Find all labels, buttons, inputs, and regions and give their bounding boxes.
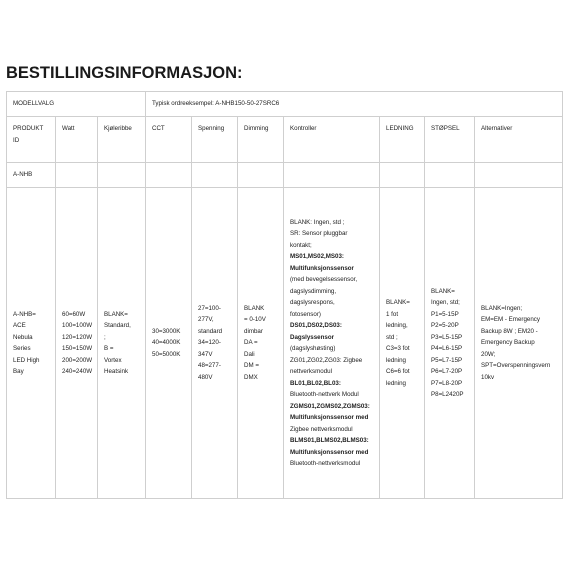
order-example-cell: Typisk ordreeksempel: A-NHB150-50-27SRC6: [146, 92, 563, 117]
dimming-cell: BLANK = 0-10V dimbar DA = Dali DM = DMX: [238, 188, 284, 499]
controls-line: BLMS01,BLMS02,BLMS03:: [290, 437, 369, 444]
page-title: BESTILLINGSINFORMASJON:: [6, 64, 243, 82]
controls-line: (med bevegelsessensor,: [290, 276, 358, 283]
controls-line: BLANK: Ingen, std ;: [290, 218, 345, 226]
controls-line: dagslysrespons,: [290, 299, 335, 306]
cable-cell: BLANK= 1 fot ledning, std ; C3=3 fot ledning C6=6 fot ledning: [380, 188, 425, 499]
controls-line: fotosensor): [290, 310, 321, 318]
controls-line: nettverksmodul: [290, 368, 332, 375]
product-cell: A-NHB= ACE Nebula Series LED High Bay: [7, 188, 56, 499]
watt-cell: 60=60W 100=100W 120=120W 150=150W 200=200W 240=240W: [56, 188, 98, 499]
header-cable: LEDNING: [380, 117, 425, 163]
cct-cell: 30=3000K 40=4000K 50=5000K: [146, 188, 192, 499]
controls-line: (dagslyshøsting): [290, 345, 336, 352]
ordering-table: [6, 91, 563, 499]
controls-line: ZGMS01,ZGMS02,ZGMS03:: [290, 402, 370, 410]
header-plug: STØPSEL: [425, 117, 475, 163]
header-row: [7, 117, 563, 163]
header-heatsink: Kjøleribbe: [98, 117, 146, 163]
controls-line: BL01,BL02,BL03:: [290, 379, 341, 387]
header-cct: CCT: [146, 117, 192, 163]
series-code-cell: A-NHB: [7, 163, 56, 188]
header-voltage: Spenning: [192, 117, 238, 163]
controls-line: dagslysdimming,: [290, 287, 337, 295]
controls-line: ZG01,ZG02,ZG03: Zigbee: [290, 356, 363, 364]
controls-line: Multifunksjonssensor: [290, 264, 354, 272]
controls-line: MS01,MS02,MS03:: [290, 253, 344, 260]
alternatives-cell: BLANK=Ingen; EM=EM - Emergency Backup 8W ; EM20 - Emergency Backup 20W; SPT=Overspenningsvern 10kv: [475, 188, 563, 499]
header-watt: Watt: [56, 117, 98, 163]
controls-line: Multifunksjonssensor med: [290, 414, 369, 421]
header-alternatives: Alternativer: [475, 117, 563, 163]
controls-cell: [284, 188, 380, 499]
controls-line: DS01,DS02,DS03:: [290, 322, 342, 329]
controls-line: Dagslyssensor: [290, 333, 335, 341]
series-row: [7, 163, 563, 188]
controls-line: kontakt;: [290, 241, 312, 249]
plug-cell: BLANK= Ingen, std; P1=5-15P P2=5-20P P3=L5-15P P4=L6-15P P5=L7-15P P6=L7-20P P7=L8-20P P8=L2420P: [425, 188, 475, 499]
table-row: [7, 92, 563, 117]
options-row: [7, 188, 563, 499]
controls-line: SR: Sensor pluggbar: [290, 230, 348, 237]
controls-list: [290, 217, 379, 470]
controls-line: Bluetooth-nettverk Modul: [290, 391, 359, 398]
heatsink-cell: BLANK= Standard, ; B = Vortex Heatsink: [98, 188, 146, 499]
header-controls: Kontroller: [284, 117, 380, 163]
controls-line: Multifunksjonssensor med: [290, 448, 369, 456]
voltage-cell: 27=100- 277V, standard 34=120- 347V 48=277- 480V: [192, 188, 238, 499]
controls-line: Bluetooth-nettverksmodul: [290, 460, 361, 467]
header-product-id: PRODUKT ID: [7, 117, 56, 163]
header-dimming: Dimming: [238, 117, 284, 163]
model-label-cell: MODELLVALG: [7, 92, 146, 117]
controls-line: Zigbee nettverksmodul: [290, 425, 353, 433]
